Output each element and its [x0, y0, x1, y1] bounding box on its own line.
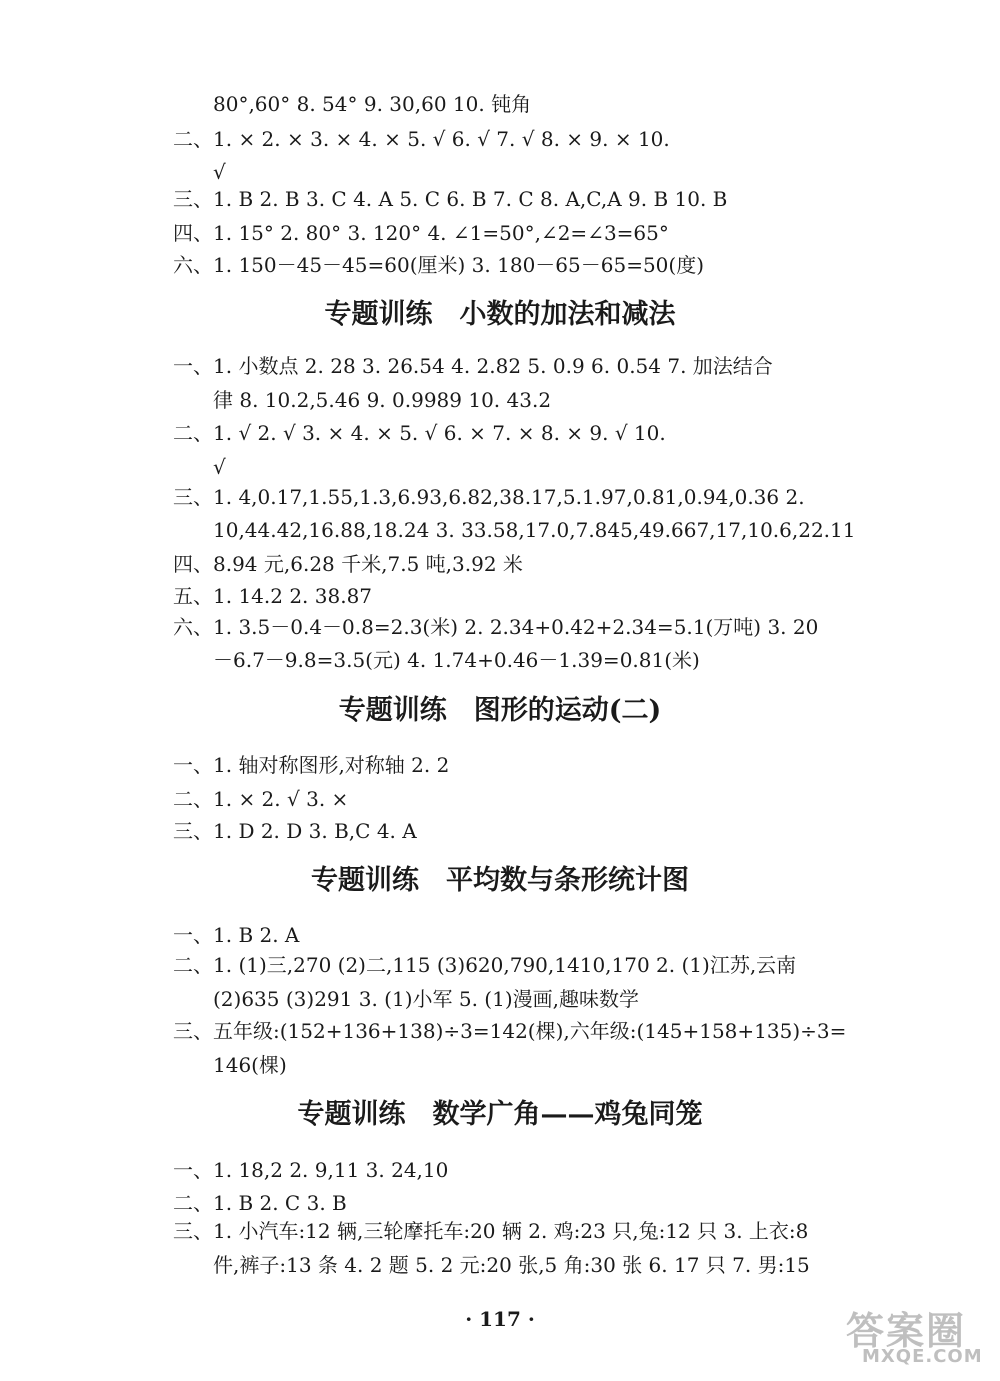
- answer-line: 五、1. 14.2 2. 38.87: [173, 584, 373, 608]
- answer-line: 80°,60° 8. 54° 9. 30,60 10. 钝角: [213, 92, 532, 116]
- answer-line: 三、1. D 2. D 3. B,C 4. A: [173, 819, 417, 843]
- answer-line: 四、1. 15° 2. 80° 3. 120° 4. ∠1=50°,∠2=∠3=65°: [173, 221, 669, 245]
- answer-line: 三、1. B 2. B 3. C 4. A 5. C 6. B 7. C 8. A,C,A 9. B 10. B: [173, 187, 728, 211]
- answer-line: 一、1. 18,2 2. 9,11 3. 24,10: [173, 1158, 449, 1182]
- answer-line: 律 8. 10.2,5.46 9. 0.9989 10. 43.2: [213, 388, 552, 412]
- answer-line: 一、1. B 2. A: [173, 923, 300, 947]
- answer-line: 六、1. 3.5－0.4－0.8=2.3(米) 2. 2.34+0.42+2.34=5.1(万吨) 3. 20: [173, 615, 819, 639]
- watermark-logo: [838, 1300, 988, 1372]
- answer-line: 四、8.94 元,6.28 千米,7.5 吨,3.92 米: [173, 552, 523, 576]
- answer-line: －6.7－9.8=3.5(元) 4. 1.74+0.46－1.39=0.81(米): [213, 648, 700, 672]
- answer-line: 10,44.42,16.88,18.24 3. 33.58,17.0,7.845,49.667,17,10.6,22.11: [213, 518, 856, 542]
- section-title: 专题训练 图形的运动(二): [338, 695, 662, 726]
- watermark-main: 答案圈: [846, 1309, 967, 1353]
- section-title: 专题训练 平均数与条形统计图: [311, 865, 689, 896]
- answer-line: 一、1. 小数点 2. 28 3. 26.54 4. 2.82 5. 0.9 6. 0.54 7. 加法结合: [173, 354, 773, 378]
- answer-line: 三、1. 4,0.17,1.55,1.3,6.93,6.82,38.17,5.1.97,0.81,0.94,0.36 2.: [173, 485, 805, 509]
- answer-line: √: [213, 160, 226, 184]
- answer-line: 三、1. 小汽车:12 辆,三轮摩托车:20 辆 2. 鸡:23 只,兔:12 只 3. 上衣:8: [173, 1219, 809, 1243]
- section-title: 专题训练 数学广角——鸡兔同笼: [297, 1099, 703, 1130]
- answer-line: 二、1. B 2. C 3. B: [173, 1191, 347, 1215]
- answer-line: 一、1. 轴对称图形,对称轴 2. 2: [173, 753, 450, 777]
- answer-line: 三、五年级:(152+136+138)÷3=142(棵),六年级:(145+158+135)÷3=: [173, 1019, 847, 1043]
- watermark-url: MXQE.COM: [862, 1346, 983, 1367]
- section-title: 专题训练 小数的加法和减法: [324, 299, 676, 330]
- answer-line: √: [213, 455, 226, 479]
- answer-line: (2)635 (3)291 3. (1)小军 5. (1)漫画,趣味数学: [213, 987, 639, 1011]
- answer-line: 二、1. (1)三,270 (2)二,115 (3)620,790,1410,170 2. (1)江苏,云南: [173, 953, 797, 977]
- answer-line: 六、1. 150－45－45=60(厘米) 3. 180－65－65=50(度): [173, 253, 705, 277]
- page-number: · 117 ·: [465, 1307, 535, 1331]
- answer-line: 二、1. × 2. × 3. × 4. × 5. √ 6. √ 7. √ 8. × 9. × 10.: [173, 127, 670, 151]
- answer-line: 二、1. × 2. √ 3. ×: [173, 787, 349, 811]
- answer-line: 146(棵): [213, 1053, 287, 1077]
- answer-line: 二、1. √ 2. √ 3. × 4. × 5. √ 6. × 7. × 8. × 9. √ 10.: [173, 421, 666, 445]
- answer-line: 件,裤子:13 条 4. 2 题 5. 2 元:20 张,5 角:30 张 6. 17 只 7. 男:15: [213, 1253, 810, 1277]
